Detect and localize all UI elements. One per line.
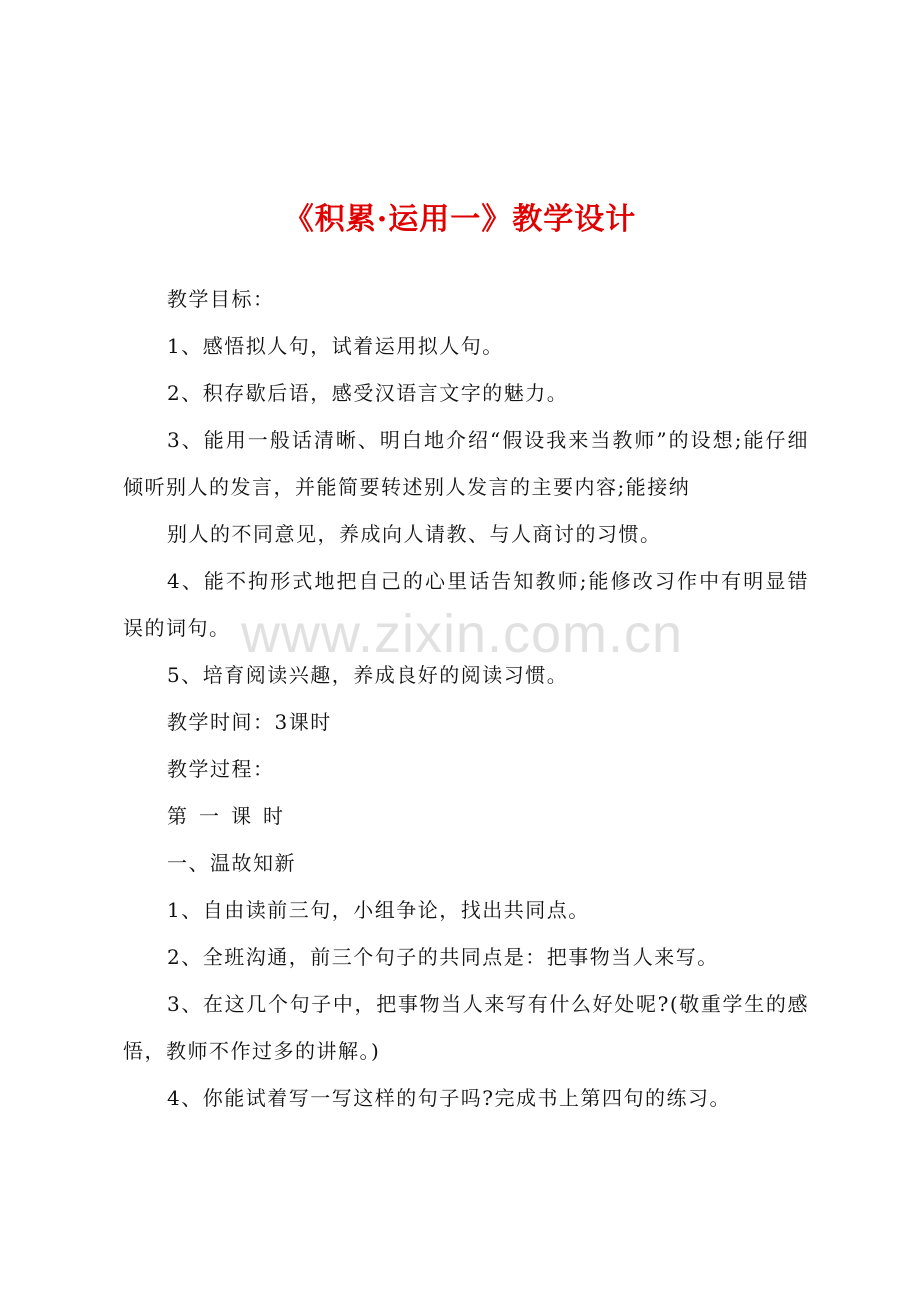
step-item-3: 3、在这几个句子中，把事物当人来写有什么好处呢?(敬重学生的感悟，教师不作过多的讲解。) <box>123 992 809 1063</box>
document-title: 《积累·运用一》教学设计 <box>283 202 637 237</box>
step-heading-review: 一、温故知新 <box>167 851 296 875</box>
step-item-1: 1、自由读前三句，小组争论，找出共同点。 <box>167 898 590 922</box>
objective-item-5: 5、培育阅读兴趣，养成良好的阅读习惯。 <box>167 663 569 687</box>
objective-item-3-continued: 别人的不同意见，养成向人请教、与人商讨的习惯。 <box>167 522 662 546</box>
document-body <box>123 276 809 1122</box>
teaching-time: 教学时间：3课时 <box>167 710 332 734</box>
objective-item-1: 1、感悟拟人句，试着运用拟人句。 <box>167 334 504 358</box>
step-item-4: 4、你能试着写一写这样的句子吗?完成书上第四句的练习。 <box>167 1086 731 1110</box>
objective-item-2: 2、积存歇后语，感受汉语言文字的魅力。 <box>167 381 569 405</box>
section-heading-process: 教学过程： <box>167 757 275 781</box>
lesson-heading-first: 第一课时 <box>167 804 295 828</box>
objective-item-4: 4、能不拘形式地把自己的心里话告知教师;能修改习作中有明显错误的词句。 <box>123 569 809 640</box>
objective-item-3: 3、能用一般话清晰、明白地介绍“假设我来当教师”的设想;能仔细倾听别人的发言，并能简要转述别人发言的主要内容;能接纳 <box>123 428 809 499</box>
step-item-2: 2、全班沟通，前三个句子的共同点是：把事物当人来写。 <box>167 945 719 969</box>
watermark: www.zixin.com.cn <box>240 604 684 664</box>
section-heading-objectives: 教学目标： <box>167 287 275 311</box>
